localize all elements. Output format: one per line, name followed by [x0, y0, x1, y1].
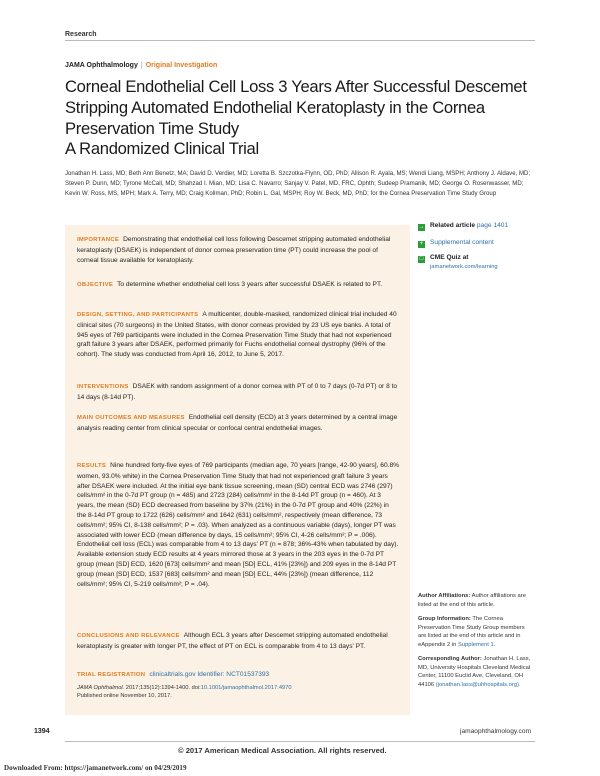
section-label: Research: [65, 31, 97, 38]
cme-label: CME Quiz at: [430, 254, 469, 261]
citation: [77, 684, 397, 701]
quiz-icon: □: [419, 256, 424, 262]
supplement-link[interactable]: Supplement 1: [457, 641, 494, 648]
author-list: Jonathan H. Lass, MD; Beth Ann Benetz, MA; David D. Verdier, MD; Loretta B. Szczotka-Flynn, OD, PhD; Allison R. Ayala, MS; Wendi Liang, MSPH; Anthony J. Aldave, MD; Steven P. Dunn, MD; Tyrone McCall, MD; Shahzad I. Mian, MD; Lisa C. Navarro; Sanjay V. Patel, MD, FRC, Ophth; Sudeep Pramanik, MD; George O. Rosenwasser, MD; Kevin W. Ross, MS, MPH; Mark A. Terry, MD; Craig Kollman, PhD; Robin L. Gal, MSPH; Roy W. Beck, MD, PhD; for the Cornea Preservation Time Study Group: [65, 170, 531, 197]
article-type: Original Investigation: [145, 62, 218, 69]
abstract-interventions: [77, 382, 399, 403]
conclusions-heading: CONCLUSIONS AND RELEVANCE: [77, 633, 180, 639]
author-affiliations: [418, 592, 533, 609]
doi-link[interactable]: 10.1001/jamaophthalmol.2017.4970: [200, 685, 292, 691]
journal-name: JAMA Ophthalmology: [65, 62, 138, 69]
abstract-conclusions: [77, 631, 399, 652]
objective-text: To determine whether endothelial cell loss 3 years after successful DSAEK is related to PT.: [117, 281, 383, 288]
top-rule: [65, 40, 535, 41]
results-heading: RESULTS: [77, 463, 107, 469]
interventions-text: DSAEK with random assignment of a donor cornea with PT of 0 to 7 days (0-7d PT) or 8 to 14 days (8-14d PT).: [77, 383, 398, 401]
cme-quiz[interactable]: [418, 254, 498, 272]
arrow-icon: →: [418, 224, 425, 230]
plus-icon: +: [419, 241, 424, 247]
related-label: Related article: [430, 222, 476, 229]
related-link[interactable]: page 1401: [476, 222, 509, 229]
journal-site: jamaophthalmology.com: [460, 728, 531, 735]
trial-heading: TRIAL REGISTRATION: [77, 672, 146, 678]
outcomes-heading: MAIN OUTCOMES AND MEASURES: [77, 415, 185, 421]
corresponding-author: [418, 655, 533, 689]
results-text: Nine hundred forty-five eyes of 769 participants (median age, 70 years [range, 42-90 years], 60.8% women, 93.0% white) in the Cornea Preservation Time Study that had not experienced graft failure 3 years after DSAEK were included. At the initial eye bank tissue screening, mean (SD) central ECD was 2746 (297) cells/mm² in the 0-7d PT group (n = 485) and 2723 (284) cells/mm² in the 8-14d PT group (n = 460). At 3 years, the mean (SD) ECD decreased from baseline by 37% (21%) in the 0-7d PT group and 40% (22%) in the 8-14d PT group to 1722 (626) cells/mm² and 1642 (631) cells/mm², respectively (mean difference, 73 cells/mm²; 95% CI, 8-138 cells/mm²; P = .03). When analyzed as a continuous variable (days), longer PT was associated with lower ECD (mean difference by days, 15 cells/mm²; 95% CI, 4-26 cells/mm²; P = .006). Endothelial cell loss (ECL) was comparable from 4 to 13 days' PT (n = 878; 36%-43% when tabulated by day). Available extension study ECD results at 4 years mirrored those at 3 years in the 203 eyes in the 0-7d PT group (mean [SD] ECD, 1620 [673] cells/mm² and mean [SD] ECL, 41% [23%]) and 209 eyes in the 8-14d PT group (mean [SD] ECD, 1537 [683] cells/mm² and mean [SD] ECL, 44% [23%]) (mean difference, 112 cells/mm²; 95% CI, 5-219 cells/mm²; P = .04).: [77, 462, 399, 588]
abstract-trial: [77, 670, 399, 681]
corr-label: Corresponding Author:: [418, 656, 482, 662]
design-text: A multicenter, double-masked, randomized clinical trial included 40 clinical sites (70 surgeons) in the United States, with donor corneas provided by 23 US eye banks. A total of 945 eyes of 769 participants were included in the Cornea Preservation Time Study that had not experienced graft failure 3 years after DSAEK, performed primarily for Fuchs endothelial corneal dystrophy (96% of the cohort). The study was conducted from April 16, 2012, to June 5, 2017.: [77, 311, 397, 359]
importance-heading: IMPORTANCE: [77, 237, 120, 243]
article-title: Corneal Endothelial Cell Loss 3 Years After Successful Descemet Stripping Automated Endothelial Keratoplasty in the Cornea Preservation Time Study: [65, 77, 527, 138]
footer-rule: [65, 741, 535, 742]
download-notice: Downloaded From: https://jamanetwork.com/ on 04/29/2019: [4, 764, 187, 772]
importance-text: Demonstrating that endothelial cell loss following Descemet stripping automated endothelial keratoplasty (DSAEK) is independent of donor cornea preservation time (PT) could increase the pool of corneal tissue available for keratoplasty.: [77, 236, 391, 264]
page-number: 1394: [34, 728, 50, 735]
aff-text: Author affiliations are listed at the end of this article.: [418, 593, 526, 608]
article-subtitle: A Randomized Clinical Trial: [65, 139, 259, 158]
abstract-design: [77, 310, 399, 360]
journal-line: [65, 62, 217, 69]
conclusions-text: Although ECL 3 years after Descemet stripping automated endothelial keratoplasty is greater with longer PT, the effect of PT on ECL is comparable from 4 to 13 days' PT.: [77, 632, 388, 650]
corr-text: Jonathan H. Lass, MD, University Hospitals Cleveland Medical Center, 11100 Euclid Ave, Cleveland, OH 44106: [418, 656, 531, 688]
journal-separator: |: [140, 62, 143, 69]
abstract-objective: [77, 280, 399, 291]
citation-journal: JAMA Ophthalmol.: [77, 685, 125, 691]
corr-email[interactable]: (jonathan.lass@uhhospitals.org).: [435, 681, 521, 688]
cme-link[interactable]: jamanetwork.com/learning: [430, 264, 498, 270]
copyright: © 2017 American Medical Association. All rights reserved.: [178, 746, 387, 755]
related-article[interactable]: [418, 222, 508, 231]
interventions-heading: INTERVENTIONS: [77, 384, 129, 390]
abstract-box: [65, 225, 410, 715]
supplemental-content[interactable]: [418, 239, 494, 248]
abstract-importance: [77, 235, 399, 265]
abstract-results: [77, 461, 399, 589]
group-text: The Cornea Preservation Time Study Group members are listed at the end of this article and in eAppendix 2 in: [418, 616, 525, 648]
aff-label: Author Affiliations:: [418, 593, 471, 599]
group-information: Group Information: The Cornea Preservation Time Study Group members are listed at the end of this article and in eAppendix 2 in Supplement 1.: [418, 616, 525, 648]
group-label: Group Information:: [418, 616, 471, 622]
affiliations: [418, 592, 533, 695]
design-heading: DESIGN, SETTING, AND PARTICIPANTS: [77, 312, 199, 318]
objective-heading: OBJECTIVE: [77, 282, 114, 288]
outcomes-text: Endothelial cell density (ECD) at 3 years determined by a central image analysis reading center from clinical specular or confocal central endothelial images.: [77, 414, 398, 432]
citation-details: 2017;135(12):1394-1400. doi:: [125, 685, 201, 691]
abstract-outcomes: [77, 413, 399, 434]
published-date: Published online November 10, 2017.: [77, 693, 172, 700]
supplemental-link[interactable]: Supplemental content: [430, 239, 494, 246]
trial-text[interactable]: clinicaltrials.gov Identifier: NCT01537393: [149, 671, 270, 678]
